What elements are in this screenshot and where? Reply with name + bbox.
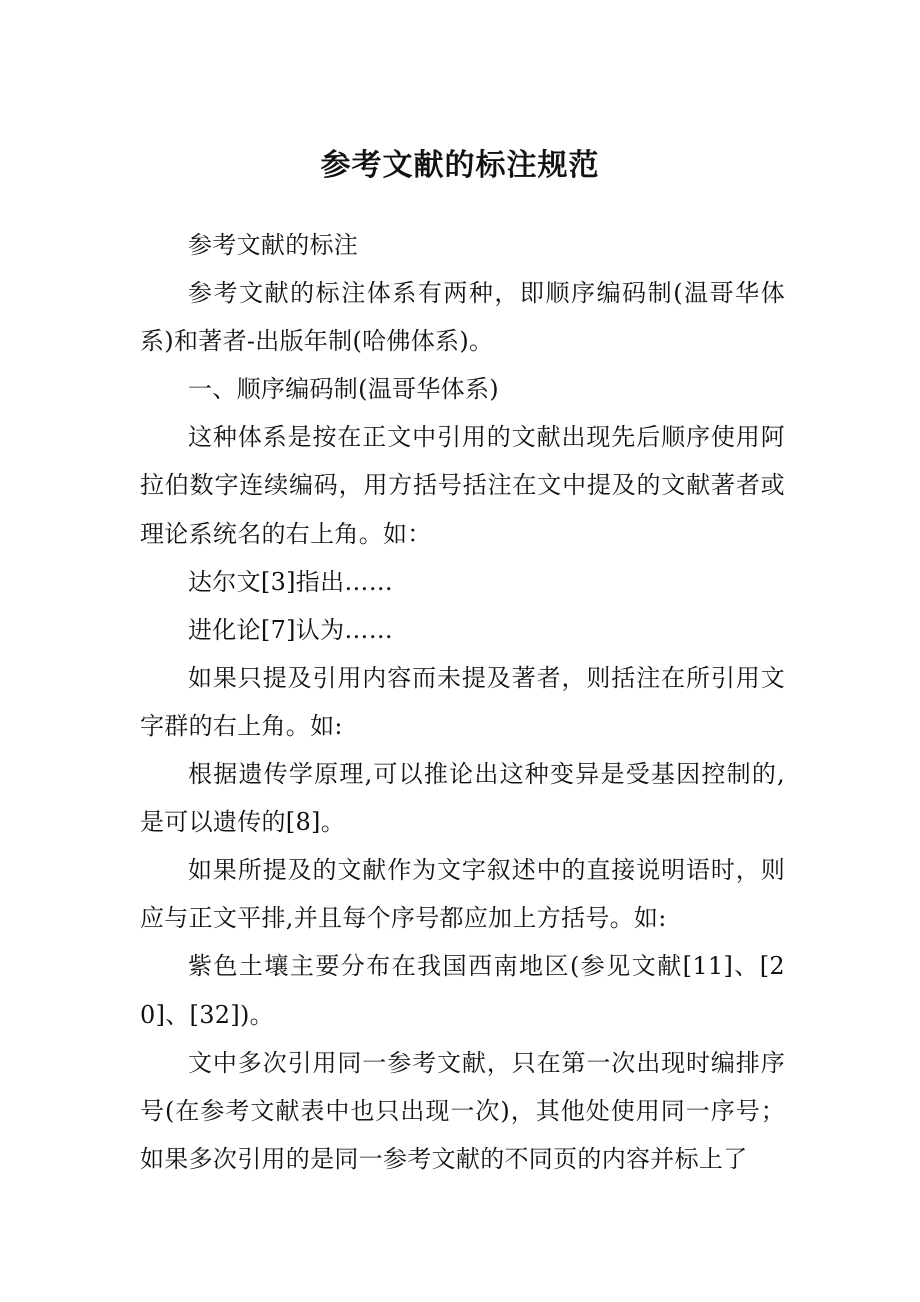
- example-purple-soil: 紫色土壤主要分布在我国西南地区(参见文献[11]、[20]、[32])。: [140, 952, 785, 1029]
- document-title: 参考文献的标注规范: [320, 148, 600, 183]
- paragraph-repeated-citation: 文中多次引用同一参考文献，只在第一次出现时编排序号(在参考文献表中也只出现一次)，其他处使用同一序号；如果多次引用的是同一参考文献的不同页的内容并标上了: [140, 1048, 785, 1173]
- paragraph-content-only-citation: 如果只提及引用内容而未提及著者，则括注在所引用文字群的右上角。如:: [140, 663, 785, 740]
- document-body: [140, 221, 785, 1183]
- paragraph-inline-citation: 如果所提及的文献作为文字叙述中的直接说明语时，则应与正文平排,并且每个序号都应加上方括号。如:: [140, 856, 785, 933]
- example-genetics: 根据遗传学原理,可以推论出这种变异是受基因控制的,是可以遗传的[8]。: [140, 760, 785, 837]
- paragraph-citation-systems: 参考文献的标注体系有两种，即顺序编码制(温哥华体系)和著者-出版年制(哈佛体系)。: [140, 279, 785, 356]
- paragraph-numeric-system-description: 这种体系是按在正文中引用的文献出现先后顺序使用阿拉伯数字连续编码，用方括号括注在文中提及的文献著者或理论系统名的右上角。如：: [140, 423, 785, 548]
- example-evolution: 进化论[7]认为……: [188, 615, 393, 644]
- section-heading-citation: 参考文献的标注: [188, 231, 359, 259]
- section-heading-numeric-system: 一、顺序编码制(温哥华体系): [188, 375, 499, 404]
- example-darwin: 达尔文[3]指出……: [188, 567, 393, 596]
